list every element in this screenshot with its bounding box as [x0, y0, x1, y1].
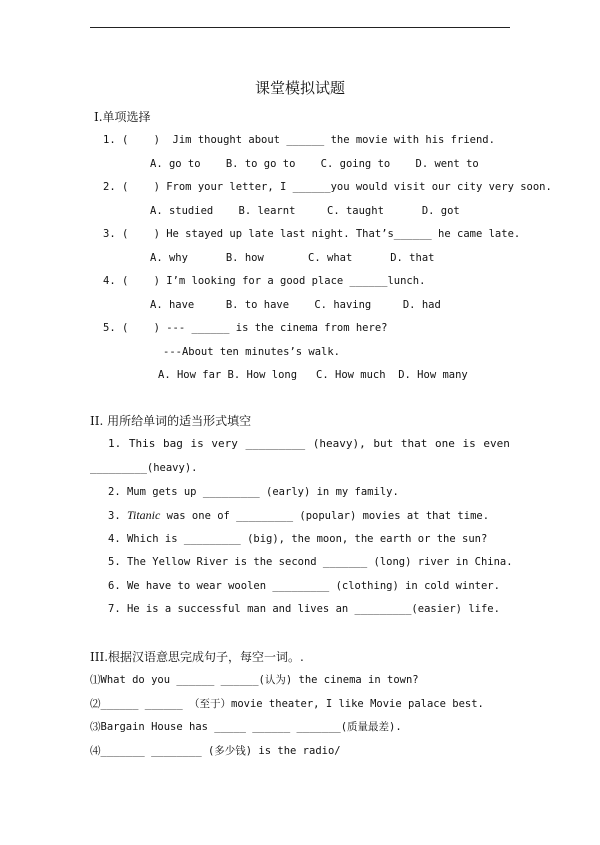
- s2-q3-rest: was one of _________ (popular) movies at that time.: [160, 510, 490, 522]
- s2-q1-word: one: [434, 437, 455, 450]
- q5-stem: 5. ( ) --- ______ is the cinema from here?: [103, 322, 388, 334]
- s3-item-2: ⑵______ ______ （至于）movie theater, I like Movie palace best.: [90, 698, 484, 710]
- s2-q1-line: [108, 437, 510, 451]
- s2-q1-word: _________: [245, 437, 306, 450]
- s2-q1-word: even: [483, 437, 510, 450]
- s2-q1-word: very: [211, 437, 238, 450]
- page-title: 课堂模拟试题: [254, 79, 345, 97]
- s2-q1-word: This: [128, 437, 156, 450]
- q1-options: A. go to B. to go to C. going to D. went to: [150, 158, 479, 170]
- s2-q1-word: 1.: [108, 437, 122, 450]
- s2-q7: 7. He is a successful man and lives an _________(easier) life.: [108, 603, 500, 615]
- s2-q5: 5. The Yellow River is the second _______ (long) river in China.: [108, 556, 513, 568]
- q5-options: A. How far B. How long C. How much D. How many: [158, 369, 468, 381]
- s2-q1-word: but: [373, 437, 394, 450]
- s2-q1-word: (heavy),: [312, 437, 366, 450]
- q2-options: A. studied B. learnt C. taught D. got: [150, 205, 460, 217]
- s2-q3-title-italic: Titanic: [126, 508, 161, 522]
- s2-q6: 6. We have to wear woolen _________ (clothing) in cold winter.: [108, 580, 500, 592]
- q3-stem: 3. ( ) He stayed up late last night. That’s______ he came late.: [103, 228, 521, 240]
- section-1-heading: I.单项选择: [94, 110, 151, 124]
- section-3-heading: III.根据汉语意思完成句子，每空一词。.: [90, 650, 304, 664]
- section-2-heading: II. 用所给单词的适当形式填空: [90, 414, 252, 428]
- s2-q1-word: is: [462, 437, 476, 450]
- s2-q2: 2. Mum gets up _________ (early) in my family.: [108, 486, 399, 498]
- q1-stem: 1. ( ) Jim thought about ______ the movie with his friend.: [103, 134, 495, 146]
- s3-item-1: ⑴What do you ______ ______(认为) the cinema in town?: [90, 674, 419, 686]
- s3-item-4: ⑷_______ ________ (多少钱) is the radio/: [90, 745, 341, 757]
- s2-q1-word: that: [400, 437, 428, 450]
- q4-stem: 4. ( ) I’m looking for a good place ______lunch.: [103, 275, 426, 287]
- s2-q1-continuation: _________(heavy).: [90, 462, 198, 474]
- s2-q1-word: is: [190, 437, 204, 450]
- s2-q3: [108, 508, 489, 523]
- q5-reply: ---About ten minutes’s walk.: [163, 346, 341, 358]
- q3-options: A. why B. how C. what D. that: [150, 252, 435, 264]
- s2-q3-number: 3.: [108, 510, 127, 522]
- header-rule: [90, 27, 510, 28]
- s2-q1-word: bag: [163, 437, 183, 450]
- s2-q4: 4. Which is _________ (big), the moon, the earth or the sun?: [108, 533, 488, 545]
- s3-item-3: ⑶Bargain House has _____ ______ _______(质量最差).: [90, 721, 402, 733]
- q4-options: A. have B. to have C. having D. had: [150, 299, 441, 311]
- q2-stem: 2. ( ) From your letter, I ______you would visit our city very soon.: [103, 181, 552, 193]
